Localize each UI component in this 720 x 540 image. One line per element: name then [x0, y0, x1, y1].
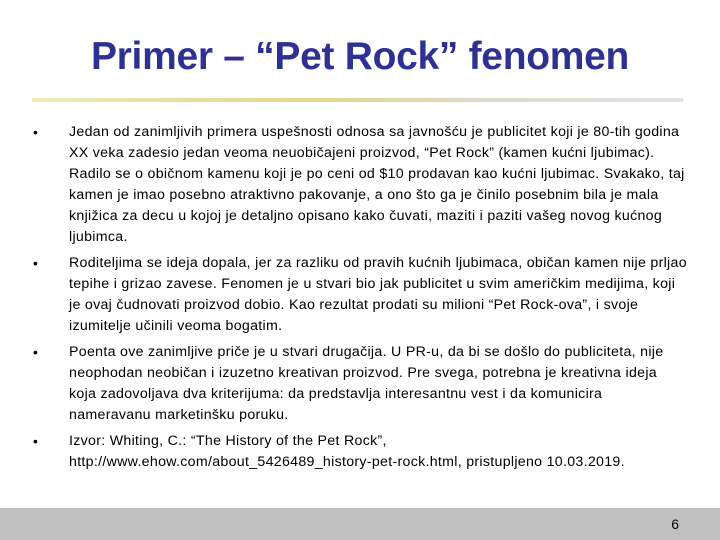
list-item: [0, 431, 720, 473]
bullet-list: [0, 122, 720, 478]
bullet-text: Izvor: Whiting, C.: “The History of the Pet Rock”, http://www.ehow.com/about_5426489_history-pet-rock.html, pristupljeno 10.03.2019.: [69, 433, 625, 470]
list-item: [0, 342, 720, 426]
bullet-text: Jedan od zanimljivih primera uspešnosti odnosa sa javnošću je publicitet koji je 80-tih godina XX veka zadesio jedan veoma neuobičajeni proizvod, “Pet Rock” (kamen kućni ljubimac). Radilo se o običnom kamenu koji je po ceni od $10 prodavan kao kućni ljubimac. Svakako, taj kamen je imao posebno atraktivno pakovanje, a ono što ga je činilo posebnim bila je mala knjižica za decu u kojoj je detaljno opisano kako čuvati, maziti i paziti vašeg novog kućnog ljubimca.: [69, 124, 685, 245]
footer-bar: [0, 508, 720, 540]
bullet-marker: •: [33, 124, 38, 140]
bullet-marker: •: [33, 344, 38, 360]
page-number: 6: [671, 516, 679, 532]
bullet-marker: •: [33, 255, 38, 271]
bullet-marker: •: [33, 433, 38, 449]
title-underline: [32, 98, 683, 102]
list-item: [0, 122, 720, 248]
bullet-text: Poenta ove zanimljive priče je u stvari drugačija. U PR-u, da bi se došlo do publiciteta, nije neophodan neobičan i izuzetno kreativan proizvod. Pre svega, potrebna je kreativna ideja koja zadovoljava dva kriterijuma: da predstavlja interesantnu vest i da komunicira nameravanu marketinšku poruku.: [69, 344, 664, 423]
list-item: [0, 253, 720, 337]
slide-title: Primer – “Pet Rock” fenomen: [90, 35, 630, 78]
bullet-text: Roditeljima se ideja dopala, jer za razliku od pravih kućnih ljubimaca, običan kamen nije prljao tepihe i grizao zavese. Fenomen je u stvari bio jak publicitet u svim američkim medijima, koji je ovaj čudnovati proizvod dobio. Kao rezultat prodati su milioni “Pet Rock-ova”, i svoje izumitelje učinili veoma bogatim.: [69, 255, 687, 334]
